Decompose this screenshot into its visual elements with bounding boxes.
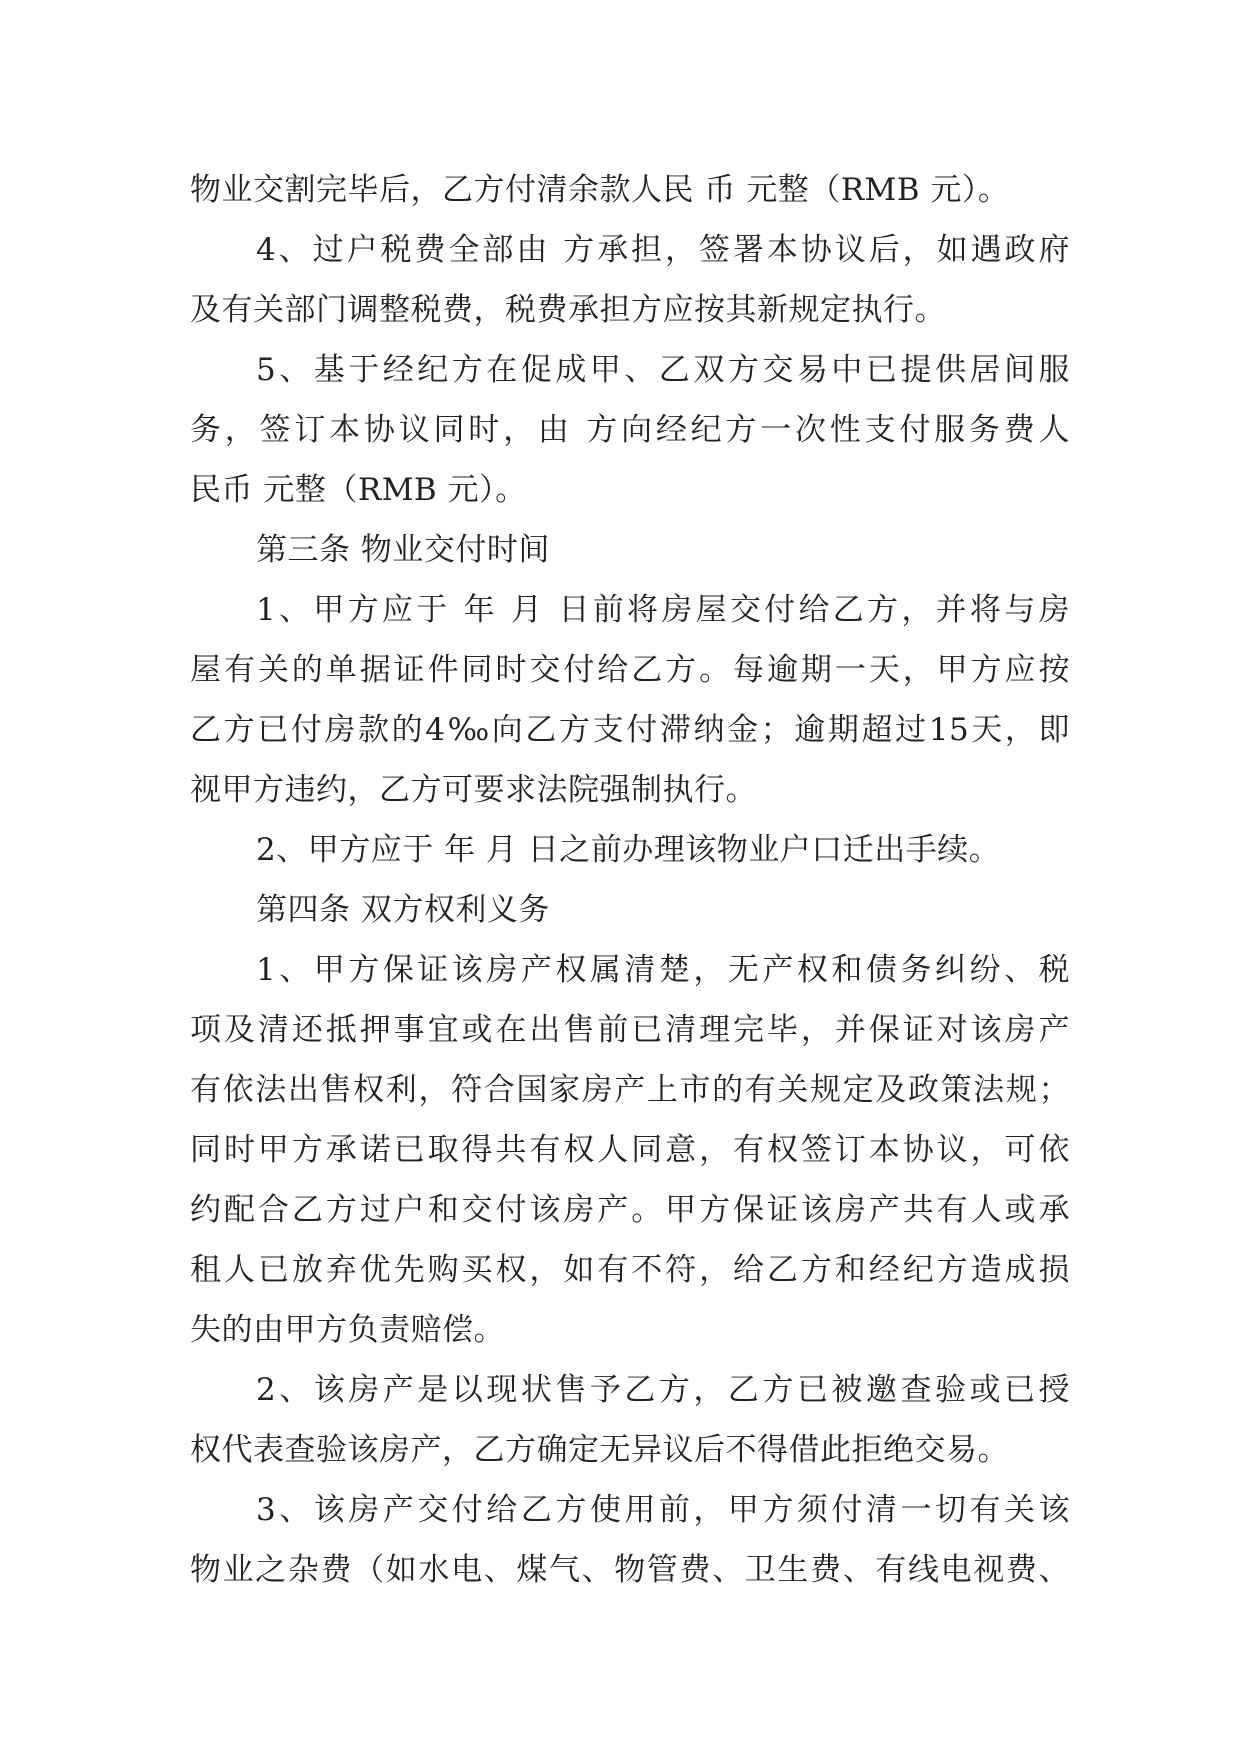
text-line: 屋有关的单据证件同时交付给乙方。每逾期一天，甲方应按 bbox=[190, 652, 1070, 688]
text-line: 第三条 物业交付时间 bbox=[256, 532, 550, 568]
text-line: 第四条 双方权利义务 bbox=[256, 892, 550, 928]
text-line: 视甲方违约，乙方可要求法院强制执行。 bbox=[190, 772, 757, 808]
text-line: 民币 元整（RMB 元）。 bbox=[190, 472, 527, 508]
text-line: 2、甲方应于 年 月 日之前办理该物业户口迁出手续。 bbox=[256, 832, 1001, 868]
text-line: 同时甲方承诺已取得共有权人同意，有权签订本协议，可依 bbox=[190, 1132, 1070, 1168]
text-line: 物业之杂费（如水电、煤气、物管费、卫生费、有线电视费、 bbox=[190, 1552, 1070, 1588]
text-line: 3、该房产交付给乙方使用前，甲方须付清一切有关该 bbox=[256, 1492, 1070, 1528]
contract-body-text bbox=[190, 160, 1070, 1600]
text-line: 乙方已付房款的4‰向乙方支付滞纳金；逾期超过15天，即 bbox=[190, 712, 1070, 748]
text-line: 务，签订本协议同时，由 方向经纪方一次性支付服务费人 bbox=[190, 412, 1070, 448]
text-line: 5、基于经纪方在促成甲、乙双方交易中已提供居间服 bbox=[256, 352, 1070, 388]
text-line: 1、甲方应于 年 月 日前将房屋交付给乙方，并将与房 bbox=[256, 592, 1070, 628]
text-line: 物业交割完毕后，乙方付清余款人民 币 元整（RMB 元）。 bbox=[190, 172, 1010, 208]
text-line: 2、该房产是以现状售予乙方，乙方已被邀查验或已授 bbox=[256, 1372, 1070, 1408]
text-line: 项及清还抵押事宜或在出售前已清理完毕，并保证对该房产 bbox=[190, 1012, 1070, 1048]
text-line: 约配合乙方过户和交付该房产。甲方保证该房产共有人或承 bbox=[190, 1192, 1070, 1228]
text-line: 权代表查验该房产，乙方确定无异议后不得借此拒绝交易。 bbox=[190, 1432, 1009, 1468]
text-line: 有依法出售权利，符合国家房产上市的有关规定及政策法规； bbox=[190, 1072, 1070, 1108]
text-line: 租人已放弃优先购买权，如有不符，给乙方和经纪方造成损 bbox=[190, 1252, 1070, 1288]
text-line: 及有关部门调整税费，税费承担方应按其新规定执行。 bbox=[190, 292, 946, 328]
text-line: 失的由甲方负责赔偿。 bbox=[190, 1312, 505, 1348]
text-line: 4、过户税费全部由 方承担，签署本协议后，如遇政府 bbox=[256, 232, 1070, 268]
text-line: 1、甲方保证该房产权属清楚，无产权和债务纠纷、税 bbox=[256, 952, 1070, 988]
